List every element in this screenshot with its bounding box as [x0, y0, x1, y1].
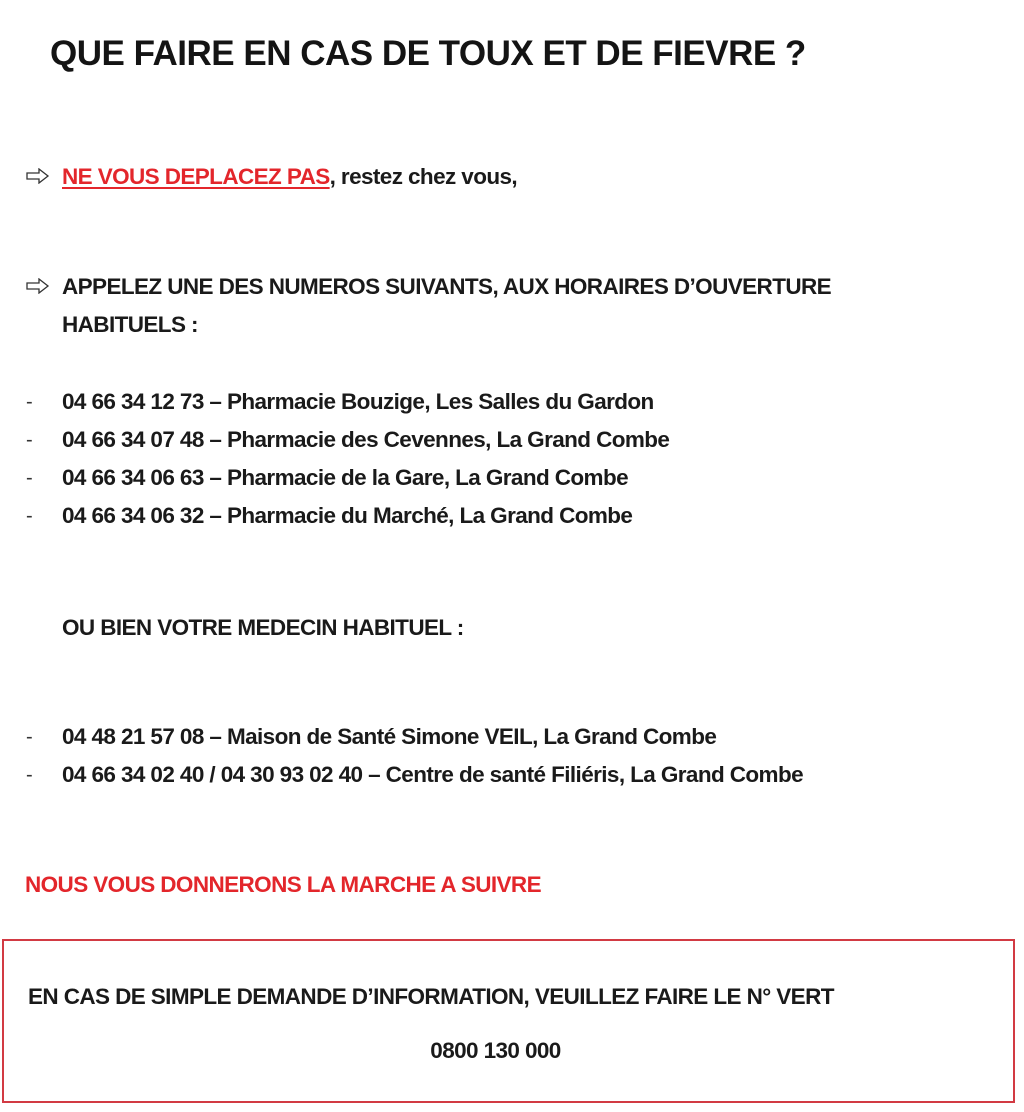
- list-item: [62, 762, 803, 788]
- green-number[interactable]: 0800 130 000: [430, 1038, 561, 1063]
- bullet-dash: -: [26, 726, 33, 748]
- info-box-text: EN CAS DE SIMPLE DEMANDE D’INFORMATION, VEUILLEZ FAIRE LE N° VERT: [28, 984, 834, 1009]
- page-title: QUE FAIRE EN CAS DE TOUX ET DE FIEVRE ?: [50, 34, 806, 73]
- phone-number[interactable]: 04 66 34 07 48: [62, 427, 204, 452]
- list-item: [62, 389, 654, 415]
- list-item: [62, 503, 632, 529]
- bullet-dash: -: [26, 429, 33, 451]
- instruction-call-line2: HABITUELS :: [62, 312, 198, 337]
- phone-number[interactable]: 04 66 34 02 40 / 04 30 93 02 40: [62, 762, 363, 787]
- separator: –: [203, 503, 227, 528]
- bullet-dash: -: [26, 505, 33, 527]
- list-item: [62, 724, 716, 750]
- warning-emphasis: NE VOUS DEPLACEZ PAS: [62, 164, 330, 189]
- bullet-dash: -: [26, 391, 33, 413]
- info-box: [2, 939, 1015, 1103]
- separator: –: [203, 427, 227, 452]
- doctor-heading: OU BIEN VOTRE MEDECIN HABITUEL :: [62, 615, 464, 640]
- separator: –: [362, 762, 386, 787]
- instruction-call-line1: APPELEZ UNE DES NUMEROS SUIVANTS, AUX HORAIRES D’OUVERTURE: [62, 274, 832, 299]
- contact-name: Pharmacie de la Gare, La Grand Combe: [226, 465, 629, 490]
- separator: –: [203, 389, 227, 414]
- separator: –: [203, 465, 227, 490]
- phone-number[interactable]: 04 66 34 06 32: [62, 503, 204, 528]
- instruction-stay-home: [62, 164, 517, 190]
- bullet-dash: -: [26, 467, 33, 489]
- separator: –: [203, 724, 227, 749]
- list-item: [62, 427, 669, 453]
- guidance-notice: NOUS VOUS DONNERONS LA MARCHE A SUIVRE: [25, 872, 541, 897]
- arrow-right-outline-icon: [26, 168, 50, 184]
- list-item: [62, 465, 628, 491]
- arrow-right-outline-icon: [26, 278, 50, 294]
- contact-name: Pharmacie du Marché, La Grand Combe: [226, 503, 633, 528]
- phone-number[interactable]: 04 66 34 12 73: [62, 389, 204, 414]
- contact-name: Pharmacie Bouzige, Les Salles du Gardon: [226, 389, 654, 414]
- contact-name: Pharmacie des Cevennes, La Grand Combe: [226, 427, 670, 452]
- phone-number[interactable]: 04 66 34 06 63: [62, 465, 204, 490]
- contact-name: Centre de santé Filiéris, La Grand Combe: [385, 762, 804, 787]
- phone-number[interactable]: 04 48 21 57 08: [62, 724, 204, 749]
- instruction-rest: , restez chez vous,: [329, 164, 518, 189]
- bullet-dash: -: [26, 764, 33, 786]
- contact-name: Maison de Santé Simone VEIL, La Grand Combe: [226, 724, 717, 749]
